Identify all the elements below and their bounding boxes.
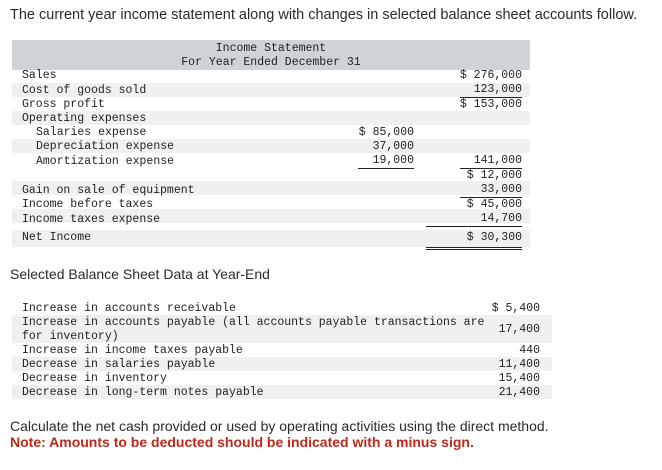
net-income-label: Net Income <box>22 231 92 244</box>
income-taxes-total: 14,700 <box>426 212 522 227</box>
bs-row-value: 11,400 <box>498 358 540 371</box>
bs-row-value: $ 5,400 <box>491 302 540 315</box>
gross-profit-total: $ 153,000 <box>459 98 522 111</box>
bs-row-label: Increase in accounts receivable <box>22 302 236 315</box>
bs-row-value: 15,400 <box>498 372 540 385</box>
net-income-total: $ 30,300 <box>426 231 522 250</box>
gain-total: 33,000 <box>460 183 522 198</box>
sales-total: $ 276,000 <box>459 69 522 82</box>
bs-row-value: 21,400 <box>498 386 540 399</box>
bs-row-label: Decrease in salaries payable <box>22 358 216 371</box>
depreciation-amount: 37,000 <box>372 140 414 153</box>
cogs-label: Cost of goods sold <box>22 84 147 97</box>
gain-label: Gain on sale of equipment <box>22 184 195 197</box>
bs-row-label: Increase in accounts payable (all accounts payable transactions are <box>22 316 485 329</box>
operating-income-subtotal: $ 12,000 <box>466 169 522 182</box>
depreciation-label: Depreciation expense <box>36 140 175 153</box>
balance-sheet-heading: Selected Balance Sheet Data at Year-End <box>10 266 270 282</box>
income-before-taxes-label: Income before taxes <box>22 198 154 211</box>
bs-row-label: Decrease in inventory <box>22 372 167 385</box>
question-text: Calculate the net cash provided or used by operating activities using the direct method. <box>10 418 549 434</box>
income-before-taxes-total: $ 45,000 <box>466 198 522 211</box>
gross-profit-label: Gross profit <box>22 98 105 111</box>
income-taxes-label: Income taxes expense <box>22 213 161 226</box>
salaries-amount: $ 85,000 <box>358 126 414 139</box>
bs-row-label-continued: for inventory) <box>22 330 119 343</box>
amortization-amount: 19,000 <box>358 154 414 169</box>
sales-label: Sales <box>22 69 57 82</box>
bs-row-value: 440 <box>519 344 540 357</box>
bs-row-label: Increase in income taxes payable <box>22 344 243 357</box>
bs-row-value: 17,400 <box>498 323 540 336</box>
bs-row-label: Decrease in long-term notes payable <box>22 386 264 399</box>
income-statement-subtitle: For Year Ended December 31 <box>181 56 361 69</box>
salaries-label: Salaries expense <box>36 126 147 139</box>
operating-expenses-total: 141,000 <box>460 154 522 169</box>
note-text: Note: Amounts to be deducted should be indicated with a minus sign. <box>10 434 474 450</box>
amortization-label: Amortization expense <box>36 155 175 168</box>
cogs-total: 123,000 <box>460 83 522 98</box>
problem-intro: The current year income statement along with changes in selected balance sheet accounts follow. <box>10 7 638 23</box>
operating-expenses-label: Operating expenses <box>22 112 147 125</box>
income-statement-title: Income Statement <box>215 42 327 55</box>
